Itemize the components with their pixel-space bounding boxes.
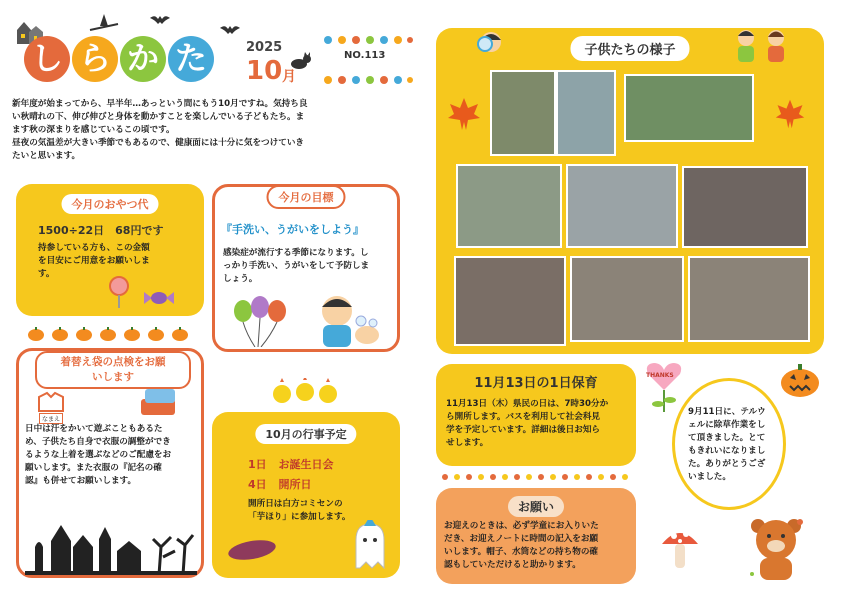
- thanks-sign-text: THANKS: [646, 372, 674, 379]
- clothes-line: るような上着を選ぶなどのご配慮をお: [25, 450, 172, 460]
- photo-tile: [570, 256, 684, 342]
- maple-leaf-icon: [774, 98, 806, 130]
- candy-garland: [322, 30, 414, 40]
- maple-leaf-icon: [446, 96, 482, 132]
- leaf-garland: [440, 472, 636, 482]
- haunted-town-silhouette: [25, 517, 197, 575]
- goal-box: [212, 184, 400, 352]
- intro-line: 昼夜の気温差が大きい季節でもあるので、健康面には十分に気をつけていき: [12, 138, 305, 148]
- snack-line: 持参している方も、この金額: [38, 243, 150, 253]
- bag-icon: [37, 391, 65, 413]
- events-box: [212, 412, 400, 578]
- nov13-box: [436, 364, 636, 466]
- witch-icon: [88, 12, 120, 34]
- photo-tile: [682, 166, 808, 248]
- clothes-title-line: いします: [92, 371, 134, 383]
- pumpkin-garland: [28, 326, 196, 342]
- candy-icon: [144, 290, 174, 306]
- candy-garland: [322, 70, 414, 80]
- nov13-body: [446, 398, 632, 450]
- bat-icon: [150, 14, 170, 26]
- photo-tile: [688, 256, 810, 342]
- snack-title: 今月のおやつ代: [62, 194, 159, 214]
- germ-balloons-icon: [231, 295, 289, 347]
- events-note-line: 「芋ほり」に参加します。: [248, 512, 351, 522]
- thanks-heart-sign: [644, 360, 684, 412]
- cat-icon: [290, 52, 312, 70]
- logo-letter: た: [168, 36, 214, 82]
- children-icon: [732, 28, 792, 68]
- photo-tile: [456, 164, 562, 248]
- logo-letter: か: [120, 36, 166, 82]
- thanks-line: いました。: [688, 472, 731, 482]
- goal-line: っかり手洗い、うがいをして予防しま: [223, 261, 370, 271]
- logo-letter: し: [24, 36, 70, 82]
- goal-line: 感染症が流行する季節になります。し: [223, 248, 369, 258]
- jack-o-lantern-icon: [780, 364, 820, 398]
- ghost-icon: [350, 520, 390, 570]
- request-line: だき、お迎えノートに時間の記入をお願: [444, 534, 599, 544]
- clothes-line: 認』も併せてお願いします。: [25, 476, 137, 486]
- event-item: [248, 456, 334, 472]
- nov13-line: ら開所します。バスを利用して社会科見: [446, 412, 601, 422]
- mushroom-icon: [660, 522, 700, 572]
- folded-clothes-icon: [139, 385, 179, 417]
- photo-tile: [490, 70, 556, 156]
- nov13-line: せします。: [446, 438, 489, 448]
- clothes-line: め、子供たち自身で衣服の調整ができ: [25, 437, 171, 447]
- thanks-line: ェルに除草作業をし: [688, 420, 766, 430]
- clothes-body: [25, 423, 205, 488]
- thanks-line: 9月11日に、テルウ: [688, 407, 766, 417]
- masthead: [0, 0, 420, 95]
- event-name: 開所日: [278, 478, 312, 491]
- clothes-line: 願いします。また衣服の『記名の確: [25, 463, 162, 473]
- nov13-title: 11月13日の1日保育: [474, 376, 598, 391]
- event-item: [248, 476, 312, 492]
- request-line: お迎えのときは、必ず学童にお入りいた: [444, 521, 599, 531]
- goal-line: しょう。: [223, 274, 258, 284]
- event-day: 4日: [248, 478, 267, 491]
- request-line: いします。帽子、水筒などの持ち物の確: [444, 547, 599, 557]
- intro-line: ます秋の深まりを感じているこの頃です。: [12, 125, 175, 135]
- clothes-box: [16, 348, 204, 578]
- logo-letter: ら: [72, 36, 118, 82]
- nov13-line: 11月13日（木）県民の日は、7時30分か: [446, 399, 609, 409]
- sweet-potato-icon: [226, 538, 278, 562]
- bear-icon: [744, 516, 808, 582]
- intro-line: 新年度が始まってから、早半年…あっという間にもう10月ですね。気持ち良: [12, 99, 308, 109]
- goal-headline: 『手洗い、うがいをしよう』: [221, 223, 364, 236]
- intro-line: たいと思います。: [12, 151, 81, 161]
- intro-line: い秋晴れの下、伸び伸びと身体を動かすことを楽しんでいる子どもたち。ま: [12, 112, 305, 122]
- clothes-title: [35, 351, 191, 389]
- photo-tile: [624, 74, 754, 142]
- events-title: 10月の行事予定: [255, 424, 356, 444]
- clothes-line: 日中は汗をかいて遊ぶこともあるた: [25, 424, 163, 434]
- snack-line: を目安にご用意をお願いしま: [38, 256, 150, 266]
- bat-icon: [220, 24, 240, 36]
- photos-title: 子供たちの様子: [570, 36, 689, 61]
- goal-title: 今月の目標: [267, 185, 346, 209]
- clothes-title-line: 着替え袋の点検をお願: [60, 356, 166, 368]
- bag-name-label: なまえ: [39, 413, 63, 424]
- snack-amount: 1500÷22日 68円です: [38, 224, 164, 237]
- thanks-body: [688, 406, 780, 484]
- thanks-line: て頂きました。とて: [688, 433, 766, 443]
- chicks-icon: [270, 378, 340, 406]
- thanks-line: た。ありがとうござ: [688, 459, 766, 469]
- request-body: [444, 520, 634, 572]
- photo-tile: [566, 164, 678, 248]
- request-line: 認もしていただけると助かります。: [444, 560, 581, 570]
- request-title: お願い: [508, 496, 564, 517]
- magnifier-child-icon: [474, 28, 508, 62]
- snack-box: [16, 184, 204, 316]
- issue-year: 2025: [246, 40, 283, 55]
- photo-tile: [454, 256, 566, 346]
- photo-tile: [556, 70, 616, 156]
- issue-month-suffix: 月: [282, 69, 296, 85]
- handwashing-child-icon: [311, 291, 381, 349]
- lollipop-icon: [108, 276, 130, 308]
- nov13-line: 学を予定しています。詳細は後日お知ら: [446, 425, 601, 435]
- issue-number: NO.113: [344, 50, 386, 61]
- request-box: [436, 488, 636, 584]
- snack-line: す。: [38, 269, 55, 279]
- event-name: お誕生日会: [278, 458, 334, 471]
- issue-month: 10: [246, 56, 283, 86]
- goal-body: [223, 247, 399, 286]
- events-note-line: 開所日は白方コミセンの: [248, 499, 343, 509]
- event-day: 1日: [248, 458, 267, 471]
- intro-text: [12, 98, 412, 163]
- thanks-line: もきれいになりまし: [688, 446, 766, 456]
